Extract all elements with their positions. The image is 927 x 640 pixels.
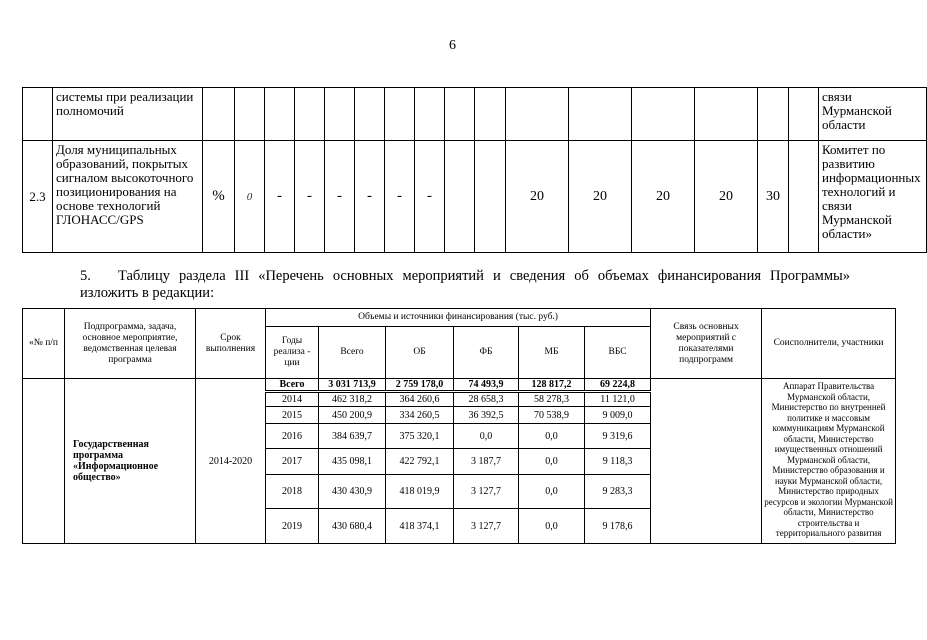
mb-cell: 70 538,9 — [519, 407, 585, 424]
fb-cell: 74 493,9 — [454, 379, 519, 392]
header-participants: Соисполнители, участники — [762, 309, 896, 379]
header-link: Связь основных мероприятий с показателями подпрограмм — [651, 309, 762, 379]
year-cell: 2016 — [266, 424, 319, 449]
total-cell: 384 639,7 — [319, 424, 386, 449]
mb-cell: 128 817,2 — [519, 379, 585, 392]
header-num: «№ п/п — [23, 309, 65, 379]
fb-cell: 28 658,3 — [454, 392, 519, 407]
year-cell: 2017 — [266, 449, 319, 475]
ob-cell: 422 792,1 — [386, 449, 454, 475]
total-cell: 430 680,4 — [319, 509, 386, 544]
year-cell: 2018 — [266, 475, 319, 509]
dash-cell: - — [265, 141, 295, 253]
funding-table — [22, 308, 896, 544]
total-cell: 3 031 713,9 — [319, 379, 386, 392]
responsible-cell: связи Мурманской области — [819, 88, 927, 141]
dash-cell: - — [415, 141, 445, 253]
fb-cell: 3 187,7 — [454, 449, 519, 475]
vbs-cell: 9 118,3 — [585, 449, 651, 475]
page-number: 6 — [449, 38, 456, 53]
value-cell: 20 — [569, 141, 632, 253]
ob-cell: 334 260,5 — [386, 407, 454, 424]
ob-cell: 418 019,9 — [386, 475, 454, 509]
vbs-cell: 9 283,3 — [585, 475, 651, 509]
paragraph-number: 5. — [80, 268, 91, 284]
fb-cell: 36 392,5 — [454, 407, 519, 424]
value-cell: 30 — [758, 141, 789, 253]
dash-cell: - — [385, 141, 415, 253]
header-vbs: ВБС — [585, 327, 651, 379]
header-fb: ФБ — [454, 327, 519, 379]
year-cell: 2014 — [266, 392, 319, 407]
ob-cell: 364 260,6 — [386, 392, 454, 407]
value-cell: 20 — [632, 141, 695, 253]
year-cell: Всего — [266, 379, 319, 392]
program-term: 2014-2020 — [196, 379, 266, 544]
value-cell: 20 — [506, 141, 569, 253]
vbs-cell: 69 224,8 — [585, 379, 651, 392]
total-cell: 430 430,9 — [319, 475, 386, 509]
header-funding: Объемы и источники финансирования (тыс. руб.) — [266, 309, 651, 327]
fb-cell: 0,0 — [454, 424, 519, 449]
header-program: Подпрограмма, задача, основное мероприятие, ведомственная целевая программа — [65, 309, 196, 379]
mb-cell: 0,0 — [519, 449, 585, 475]
year-cell: 2015 — [266, 407, 319, 424]
ob-cell: 418 374,1 — [386, 509, 454, 544]
table-row — [23, 379, 896, 392]
indicators-table — [22, 87, 927, 253]
vbs-cell: 9 178,6 — [585, 509, 651, 544]
indicator-description: системы при реализации полномочий — [53, 88, 203, 141]
dash-cell: - — [355, 141, 385, 253]
program-name: Государственная программа «Информационное общество» — [65, 379, 196, 544]
table-row — [23, 88, 927, 141]
mb-cell: 0,0 — [519, 509, 585, 544]
ob-cell: 375 320,1 — [386, 424, 454, 449]
vbs-cell: 9 009,0 — [585, 407, 651, 424]
fb-cell: 3 127,7 — [454, 509, 519, 544]
mb-cell: 0,0 — [519, 475, 585, 509]
header-mb: МБ — [519, 327, 585, 379]
mb-cell: 58 278,3 — [519, 392, 585, 407]
total-cell: 450 200,9 — [319, 407, 386, 424]
dash-cell: - — [295, 141, 325, 253]
responsible-cell: Комитет по развитию информационных технологий и связи Мурманской области» — [819, 141, 927, 253]
mb-cell: 0,0 — [519, 424, 585, 449]
year-cell: 2019 — [266, 509, 319, 544]
header-total: Всего — [319, 327, 386, 379]
mark-cell: 0 — [235, 141, 265, 253]
number-cell — [23, 88, 53, 141]
header-ob: ОБ — [386, 327, 454, 379]
dash-cell: - — [325, 141, 355, 253]
participants-cell: Аппарат Правительства Мурманской области, Министерство по внутренней политике и массовым коммуникациям Мурманской области, Министерство имущественных отношений Мурманской области, Министерство образования и науки Мурманской области, Министерство природных ресурсов и экологии Мурманской области, Министерство строительства и территориального развития — [762, 379, 896, 544]
paragraph-text: Таблицу раздела III «Перечень основных мероприятий и сведения об объемах финансирования Программы» изложить в редакции: — [80, 268, 850, 301]
unit-cell: % — [203, 141, 235, 253]
value-cell: 20 — [695, 141, 758, 253]
paragraph-5 — [80, 268, 850, 302]
fb-cell: 3 127,7 — [454, 475, 519, 509]
total-cell: 435 098,1 — [319, 449, 386, 475]
total-cell: 462 318,2 — [319, 392, 386, 407]
ob-cell: 2 759 178,0 — [386, 379, 454, 392]
vbs-cell: 9 319,6 — [585, 424, 651, 449]
number-cell: 2.3 — [23, 141, 53, 253]
indicator-description: Доля муниципальных образований, покрытых сигналом высокоточного позиционирования на основе технологий ГЛОНАСС/GPS — [53, 141, 203, 253]
header-term: Срок выполнения — [196, 309, 266, 379]
header-years: Годы реализа - ции — [266, 327, 319, 379]
vbs-cell: 11 121,0 — [585, 392, 651, 407]
table-row — [23, 141, 927, 253]
